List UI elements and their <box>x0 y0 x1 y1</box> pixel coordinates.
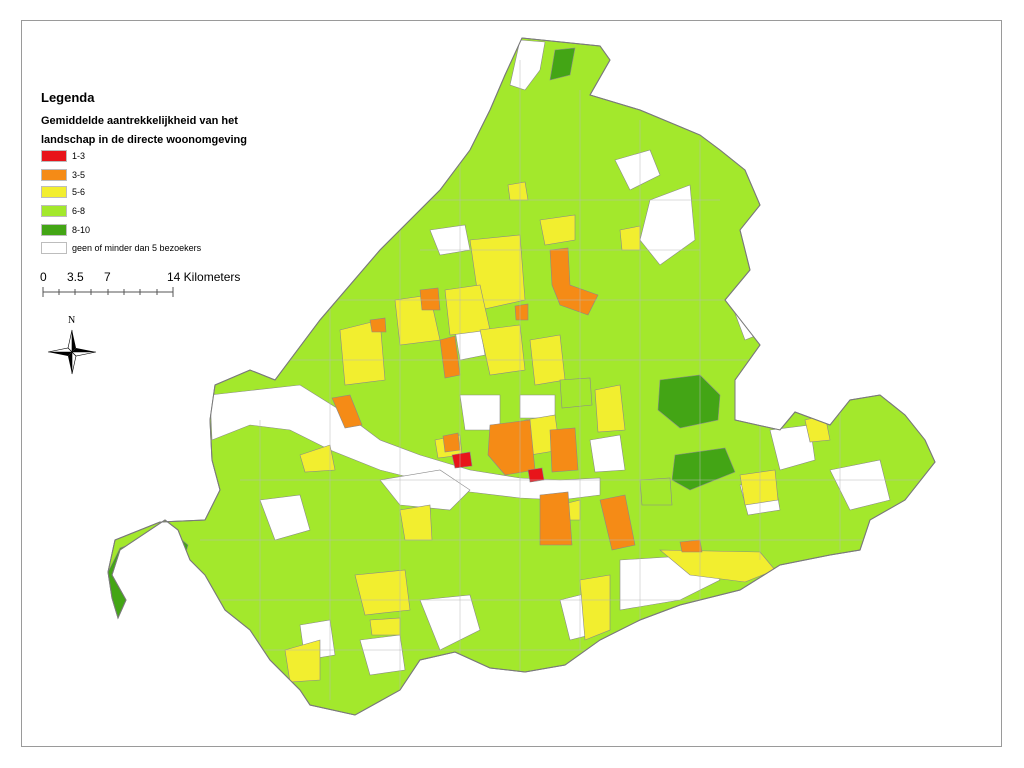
scale-bar <box>43 287 173 297</box>
legend-subtitle-line2: landschap in de directe woonomgeving <box>41 134 247 146</box>
legend-swatch <box>41 186 67 198</box>
legend-swatch <box>41 242 67 254</box>
legend-label: 6-8 <box>72 206 86 216</box>
compass-rose-icon <box>48 330 96 374</box>
legend-title: Legenda <box>41 90 95 105</box>
legend-swatch <box>41 205 67 217</box>
scale-label-0: 0 <box>40 270 47 284</box>
legend-swatch <box>41 169 67 181</box>
north-letter: N <box>68 315 76 326</box>
legend-swatch <box>41 150 67 162</box>
legend-label: 3-5 <box>72 170 86 180</box>
legend-label: 1-3 <box>72 151 86 161</box>
legend-label: 5-6 <box>72 187 86 197</box>
legend-label: geen of minder dan 5 bezoekers <box>72 243 202 253</box>
legend-label: 8-10 <box>72 225 91 235</box>
scale-label-14-km: 14 Kilometers <box>167 270 241 284</box>
scale-label-3-5: 3.5 <box>67 270 84 284</box>
scale-label-7: 7 <box>104 270 111 284</box>
legend-swatch <box>41 224 67 236</box>
legend-subtitle-line1: Gemiddelde aantrekkelijkheid van het <box>41 115 238 127</box>
